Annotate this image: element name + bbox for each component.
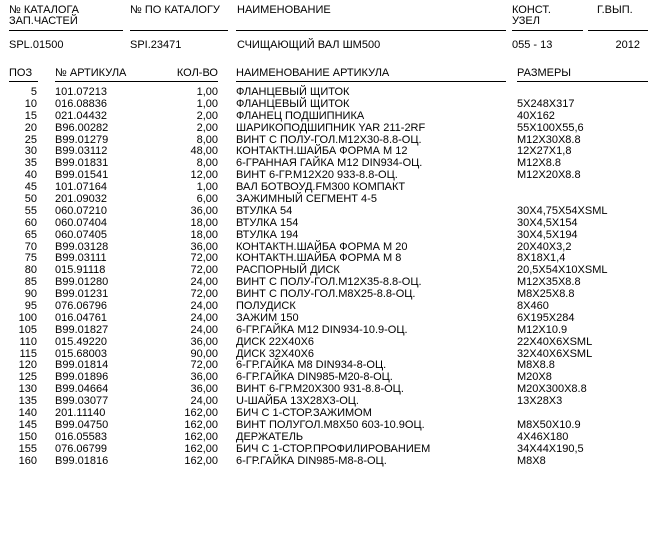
- row-pos: 105: [18, 323, 37, 336]
- row-pos: 40: [24, 169, 37, 182]
- row-qty: 162,00: [184, 418, 218, 431]
- row-name: ВИНТ 6-ГР.M12X20 933-8.8-ОЦ.: [236, 169, 398, 182]
- row-qty: 18,00: [190, 228, 218, 241]
- row-name: КОНТАКТН.ШАЙБА ФОРМА М 8: [236, 252, 402, 265]
- row-pos: 75: [24, 252, 37, 265]
- row-pos: 90: [24, 288, 37, 301]
- row-pos: 140: [18, 407, 37, 420]
- table-row: [0, 432, 658, 444]
- row-article: 016.08836: [55, 97, 107, 110]
- row-size: M20X300X8.8: [517, 383, 587, 396]
- row-pos: 10: [24, 97, 37, 110]
- row-size: 30X4,75X54XSML: [517, 204, 608, 217]
- row-pos: 15: [24, 109, 37, 122]
- row-size: M12X8.8: [517, 157, 562, 170]
- row-qty: 72,00: [190, 264, 218, 277]
- catalog-number-label: № КАТАЛОГА ЗАП.ЧАСТЕЙ: [9, 4, 80, 27]
- row-qty: 2,00: [196, 121, 218, 134]
- row-name: ШАРИКОПОДШИПНИК YAR 211-2RF: [236, 121, 426, 134]
- row-article: B99.01279: [55, 133, 109, 146]
- row-pos: 55: [24, 204, 37, 217]
- row-qty: 24,00: [190, 300, 218, 313]
- row-qty: 24,00: [190, 323, 218, 336]
- row-name: 6-ГР.ГАЙКА DIN985-M20-8-ОЦ.: [236, 371, 393, 384]
- row-size: 30X4,5X194: [517, 228, 578, 241]
- row-name: ВИНТ 6-ГР.M20X300 931-8.8-ОЦ.: [236, 383, 404, 396]
- row-name: ФЛАНЦЕВЫЙ ЩИТОК: [236, 97, 350, 110]
- row-name: ДЕРЖАТЕЛЬ: [236, 430, 304, 443]
- row-pos: 115: [19, 347, 37, 360]
- row-name: ПОЛУДИСК: [236, 300, 296, 313]
- row-article: 201.09032: [55, 193, 107, 206]
- row-pos: 120: [18, 359, 37, 372]
- row-pos: 145: [18, 418, 37, 431]
- row-name: РАСПОРНЫЙ ДИСК: [236, 264, 340, 277]
- row-qty: 12,00: [190, 169, 218, 182]
- row-name: 6-ГРАННАЯ ГАЙКА M12 DIN934-ОЦ.: [236, 157, 423, 170]
- row-name: ФЛАНЕЦ ПОДШИПНИКА: [236, 109, 365, 122]
- row-name: ВИНТ ПОЛУГОЛ.M8X50 603-10.9ОЦ.: [236, 418, 425, 431]
- row-article: B99.01231: [55, 288, 109, 301]
- row-size: 34X44X190,5: [517, 442, 584, 455]
- row-article: B96.00282: [55, 121, 109, 134]
- row-name: 6-ГР.ГАЙКА M12 DIN934-10.9-ОЦ.: [236, 323, 408, 336]
- row-name: ВТУЛКА 194: [236, 228, 299, 241]
- column-article-name: НАИМЕНОВАНИЕ АРТИКУЛА: [236, 67, 390, 79]
- row-name: U-ШАЙБА 13X28X3-ОЦ.: [236, 395, 359, 408]
- row-article: B99.03128: [55, 240, 109, 253]
- row-qty: 24,00: [190, 311, 218, 324]
- header-rule: [588, 30, 648, 31]
- column-qty: КОЛ-ВО: [176, 67, 218, 79]
- row-name: ЗАЖИМНЫЙ СЕГМЕНТ 4-5: [236, 193, 377, 206]
- row-size: 32X40X6XSML: [517, 347, 593, 360]
- catalog-number-value: SPL.01500: [9, 39, 64, 51]
- row-article: 021.04432: [55, 109, 107, 122]
- row-qty: 36,00: [190, 240, 218, 253]
- row-pos: 85: [24, 276, 37, 289]
- row-article: B99.01896: [55, 371, 109, 384]
- row-pos: 20: [24, 121, 37, 134]
- row-size: M20X8: [517, 371, 552, 384]
- row-qty: 36,00: [190, 371, 218, 384]
- table-row: [0, 230, 658, 242]
- row-article: 060.07210: [55, 204, 107, 217]
- row-qty: 8,00: [196, 157, 218, 170]
- header-rule: [9, 30, 123, 31]
- row-name: БИЧ С 1-СТОР.ПРОФИЛИРОВАНИЕМ: [236, 442, 431, 455]
- row-qty: 36,00: [190, 335, 218, 348]
- row-size: M12X10.9: [517, 323, 568, 336]
- row-size: M12X20X8.8: [517, 169, 581, 182]
- row-article: 015.49220: [55, 335, 107, 348]
- row-article: 076.06796: [55, 300, 107, 313]
- row-article: 016.05583: [55, 430, 107, 443]
- row-size: M8X8.8: [517, 359, 555, 372]
- row-article: B99.04664: [55, 383, 109, 396]
- row-name: ФЛАНЦЕВЫЙ ЩИТОК: [236, 86, 350, 98]
- row-pos: 95: [24, 300, 37, 313]
- row-qty: 36,00: [190, 383, 218, 396]
- row-pos: 130: [18, 383, 37, 396]
- row-article: 016.04761: [55, 311, 107, 324]
- row-pos: 45: [24, 181, 37, 194]
- row-pos: 25: [24, 133, 37, 146]
- row-size: 20,5X54X10XSML: [517, 264, 608, 277]
- row-qty: 72,00: [190, 359, 218, 372]
- row-qty: 162,00: [184, 442, 218, 455]
- row-pos: 100: [18, 311, 37, 324]
- row-qty: 90,00: [190, 347, 218, 360]
- column-rule: [236, 81, 506, 82]
- konst-value: 055 - 13: [512, 39, 553, 51]
- row-name: ДИСК 22X40X6: [236, 335, 315, 348]
- row-size: 12X27X1,8: [517, 145, 572, 158]
- row-size: 8X460: [517, 300, 549, 313]
- row-article: B99.01816: [55, 454, 109, 467]
- column-rule: [517, 81, 648, 82]
- table-row: [0, 206, 658, 218]
- row-name: ВИНТ С ПОЛУ-ГОЛ.M12X30-8.8-ОЦ.: [236, 133, 422, 146]
- table-row: [0, 337, 658, 349]
- row-qty: 1,00: [196, 181, 218, 194]
- row-article: 101.07213: [55, 86, 107, 98]
- row-pos: 70: [24, 240, 37, 253]
- catalog-ref-label: № ПО КАТАЛОГУ: [130, 4, 220, 16]
- row-size: 55X100X55,6: [517, 121, 584, 134]
- row-size: M8X25X8.8: [517, 288, 575, 301]
- row-qty: 6,00: [196, 193, 218, 206]
- row-name: ЗАЖИМ 150: [236, 311, 299, 324]
- row-size: 22X40X6XSML: [517, 335, 593, 348]
- column-rule: [9, 81, 38, 82]
- catalog-ref-value: SPI.23471: [130, 39, 182, 51]
- row-size: M8X8: [517, 454, 546, 467]
- row-name: ВТУЛКА 54: [236, 204, 293, 217]
- row-name: 6-ГР.ГАЙКА DIN985-M8-8-ОЦ.: [236, 454, 387, 467]
- row-name: КОНТАКТН.ШАЙБА ФОРМА М 20: [236, 240, 408, 253]
- row-pos: 65: [24, 228, 37, 241]
- row-name: ДИСК 32X40X6: [236, 347, 315, 360]
- table-row: [0, 111, 658, 123]
- table-row: [0, 123, 658, 135]
- row-size: 30X4,5X154: [517, 216, 578, 229]
- table-row: [0, 444, 658, 456]
- row-qty: 48,00: [190, 145, 218, 158]
- row-size: M12X35X8.8: [517, 276, 581, 289]
- row-qty: 72,00: [190, 252, 218, 265]
- name-label: НАИМЕНОВАНИЕ: [237, 4, 331, 16]
- row-pos: 35: [24, 157, 37, 170]
- row-name: 6-ГР.ГАЙКА M8 DIN934-8-ОЦ.: [236, 359, 387, 372]
- header-rule: [130, 30, 228, 31]
- row-qty: 2,00: [196, 109, 218, 122]
- row-size: 6X195X284: [517, 311, 575, 324]
- row-name: ВАЛ БОТВОУД.FM300 КОМПАКТ: [236, 181, 406, 194]
- row-qty: 162,00: [184, 407, 218, 420]
- row-article: B99.03111: [55, 252, 107, 265]
- row-qty: 1,00: [196, 97, 218, 110]
- column-sizes: РАЗМЕРЫ: [517, 67, 572, 79]
- row-article: B99.01814: [55, 359, 109, 372]
- row-qty: 162,00: [184, 430, 218, 443]
- row-pos: 60: [24, 216, 37, 229]
- row-size: M12X30X8.8: [517, 133, 581, 146]
- row-qty: 18,00: [190, 216, 218, 229]
- row-article: B99.03112: [55, 145, 108, 158]
- row-name: ВТУЛКА 154: [236, 216, 299, 229]
- row-size: 40X162: [517, 109, 555, 122]
- table-row: [0, 456, 658, 468]
- konst-label: КОНСТ. УЗЕЛ: [512, 4, 551, 27]
- row-qty: 36,00: [190, 204, 218, 217]
- row-qty: 162,00: [184, 454, 218, 467]
- row-pos: 150: [18, 430, 37, 443]
- row-pos: 125: [18, 371, 37, 384]
- row-article: 060.07405: [55, 228, 107, 241]
- row-pos: 135: [18, 395, 37, 408]
- row-size: 4X46X180: [517, 430, 569, 443]
- row-article: B99.01831: [55, 157, 109, 170]
- row-name: БИЧ С 1-СТОР.ЗАЖИМОМ: [236, 407, 372, 420]
- column-rule: [55, 81, 218, 82]
- row-size: 8X18X1,4: [517, 252, 566, 265]
- row-pos: 110: [19, 335, 37, 348]
- row-pos: 160: [18, 454, 37, 467]
- row-article: B99.01541: [55, 169, 109, 182]
- row-article: 060.07404: [55, 216, 107, 229]
- row-qty: 24,00: [190, 276, 218, 289]
- row-name: ВИНТ С ПОЛУ-ГОЛ.M12X35-8.8-ОЦ.: [236, 276, 422, 289]
- year-value: 2012: [615, 39, 640, 51]
- row-article: B99.01827: [55, 323, 109, 336]
- row-pos: 50: [24, 193, 37, 206]
- row-article: B99.03077: [55, 395, 109, 408]
- year-label: Г.ВЫП.: [597, 4, 633, 16]
- column-pos: ПОЗ: [9, 67, 33, 79]
- header-rule: [512, 30, 583, 31]
- row-article: 101.07164: [55, 181, 107, 194]
- header-rule: [236, 30, 506, 31]
- row-article: 015.91118: [55, 264, 106, 277]
- table-row: [0, 218, 658, 230]
- row-pos: 80: [24, 264, 37, 277]
- row-size: 5X248X317: [517, 97, 575, 110]
- table-row: [0, 325, 658, 337]
- row-pos: 30: [24, 145, 37, 158]
- table-row: [0, 99, 658, 111]
- row-qty: 24,00: [190, 395, 218, 408]
- parts-table: [0, 87, 658, 468]
- row-qty: 8,00: [196, 133, 218, 146]
- row-name: КОНТАКТН.ШАЙБА ФОРМА М 12: [236, 145, 408, 158]
- column-article: № АРТИКУЛА: [55, 67, 127, 79]
- row-article: B99.04750: [55, 418, 109, 431]
- row-pos: 5: [30, 86, 37, 98]
- row-name: ВИНТ С ПОЛУ-ГОЛ.M8X25-8.8-ОЦ.: [236, 288, 416, 301]
- row-article: B99.01280: [55, 276, 109, 289]
- name-value: СЧИЩАЮЩИЙ ВАЛ ШМ500: [237, 39, 381, 51]
- row-size: M8X50X10.9: [517, 418, 581, 431]
- row-pos: 155: [18, 442, 37, 455]
- row-qty: 1,00: [196, 86, 218, 98]
- row-size: 13X28X3: [517, 395, 563, 408]
- row-article: 076.06799: [55, 442, 107, 455]
- row-size: 20X40X3,2: [517, 240, 572, 253]
- row-article: 201.11140: [55, 407, 106, 420]
- row-article: 015.68003: [55, 347, 107, 360]
- row-qty: 72,00: [190, 288, 218, 301]
